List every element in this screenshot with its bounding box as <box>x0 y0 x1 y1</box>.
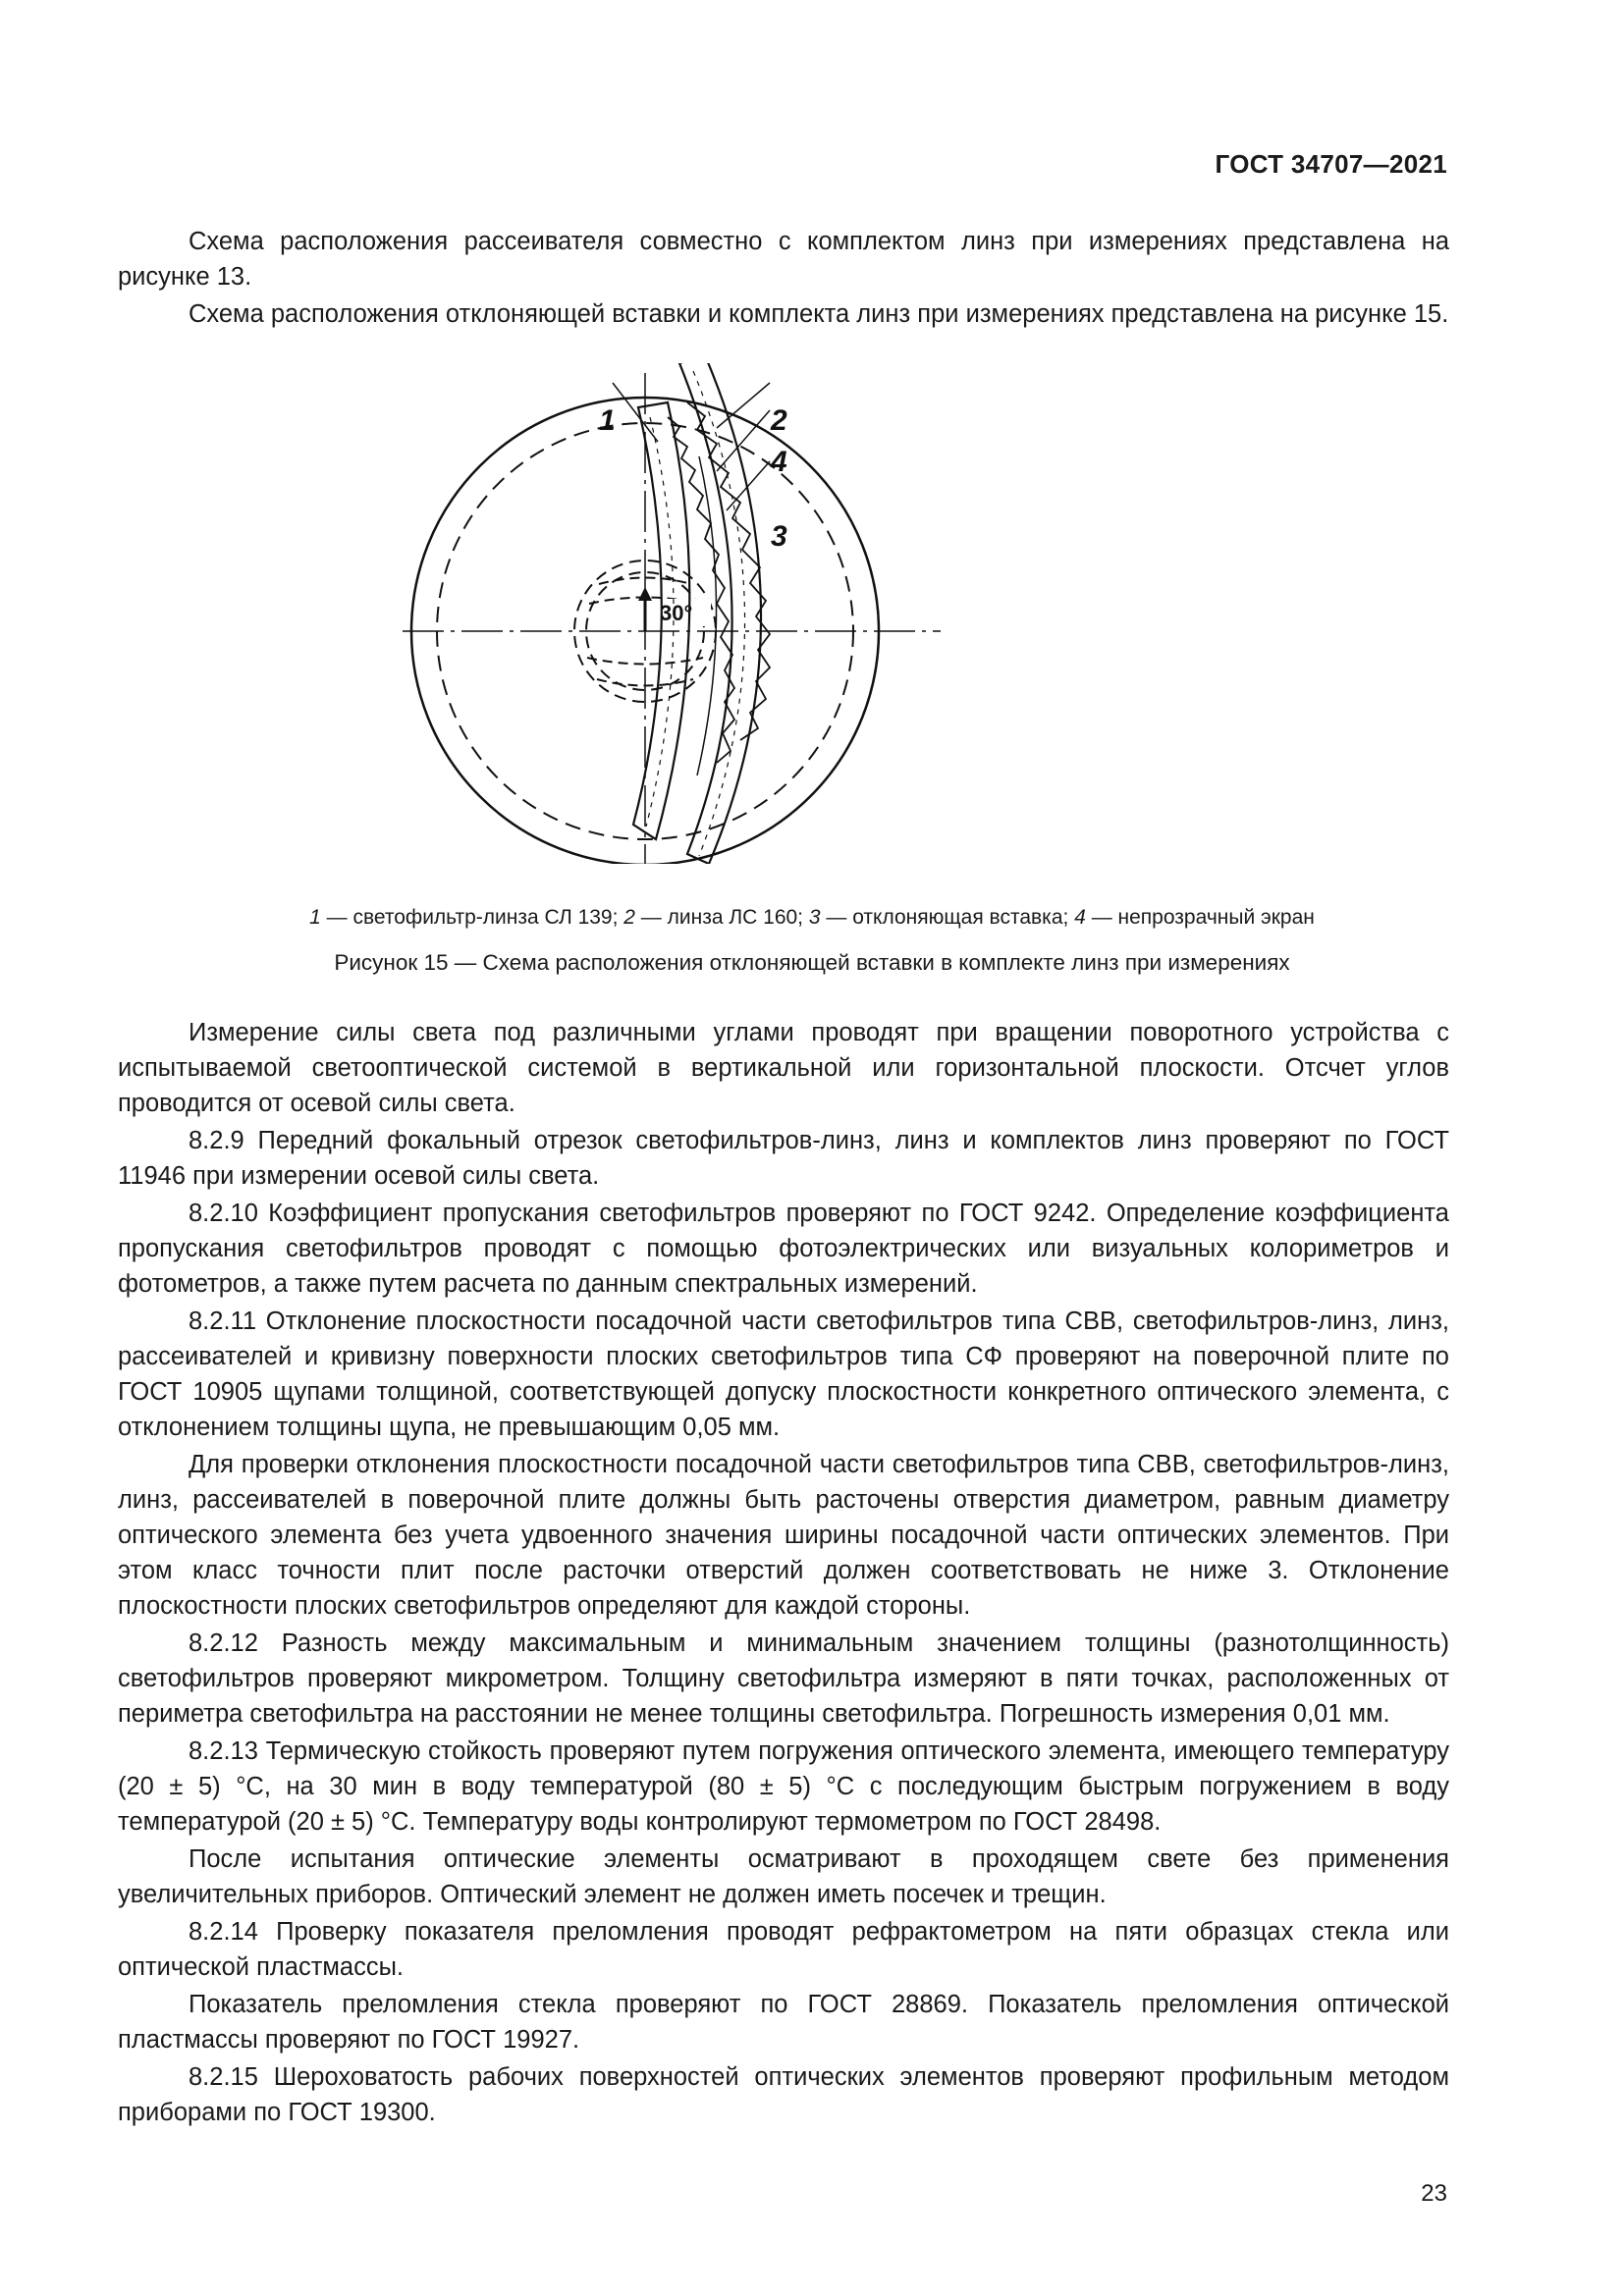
legend-text: — линза ЛС 160; <box>634 906 809 929</box>
callout-3: 3 <box>771 520 787 553</box>
paragraph: 8.2.9 Передний фокальный отрезок светофильтров-линз, линз и комплектов линз проверяют по ГОСТ 11946 при измерении осевой силы света. <box>118 1127 1449 1190</box>
callout-2: 2 <box>771 404 787 437</box>
paragraph: 8.2.11 Отклонение плоскостности посадочной части светофильтров типа СВВ, светофильтров-линз, линз, рассеивателей и кривизну поверхности плоских светофильтров типа СФ проверяют на поверочной плите по ГОСТ 10905 щупами толщиной, соответствующей допуску плоскостности конкретного оптического элемента, с отклонением толщины щупа, не превышающим 0,05 мм. <box>118 1308 1449 1441</box>
legend-num: 2 <box>623 906 635 929</box>
paragraph: 8.2.10 Коэффициент пропускания светофильтров проверяют по ГОСТ 9242. Определение коэффициента пропускания светофильтров проводят с помощью фотоэлектрических или визуальных колориметров и фотометров, а также путем расчета по данным спектральных измерений. <box>118 1200 1449 1298</box>
legend-num: 1 <box>309 906 321 929</box>
callout-4: 4 <box>771 446 787 478</box>
paragraph: После испытания оптические элементы осматривают в проходящем свете без применения увеличительных приборов. Оптический элемент не должен иметь посечек и трещин. <box>118 1845 1449 1908</box>
paragraph: Схема расположения отклоняющей вставки и комплекта линз при измерениях представлена на рисунке 15. <box>189 300 1449 328</box>
legend-text: — отклоняющая вставка; <box>820 906 1075 929</box>
angle-label: 30° <box>660 601 693 625</box>
figure-legend <box>0 906 1624 930</box>
lens-assembly-diagram <box>393 363 1178 864</box>
figure-caption: Рисунок 15 — Схема расположения отклоняющей вставки в комплекте линз при измерениях <box>334 950 1290 975</box>
paragraph: 8.2.12 Разность между максимальным и минимальным значением толщины (разнотолщинность) светофильтров проверяют микрометром. Толщину светофильтра измеряют в пяти точках, расположенных от периметра светофильтра на расстоянии не менее толщины светофильтра. Погрешность измерения 0,01 мм. <box>118 1629 1449 1728</box>
paragraph: 8.2.14 Проверку показателя преломления проводят рефрактометром на пяти образцах стекла или оптической пластмассы. <box>118 1918 1449 1981</box>
callout-1: 1 <box>599 404 616 437</box>
paragraph: Схема расположения рассеивателя совместно с комплектом линз при измерениях представлена на рисунке 13. <box>118 228 1449 291</box>
paragraph: 8.2.15 Шероховатость рабочих поверхностей оптических элементов проверяют профильным методом приборами по ГОСТ 19300. <box>118 2063 1449 2126</box>
legend-num: 4 <box>1074 906 1086 929</box>
paragraph: Измерение силы света под различными углами проводят при вращении поворотного устройства с испытываемой светооптической системой в вертикальной или горизонтальной плоскости. Отсчет углов проводится от осевой силы света. <box>118 1019 1449 1117</box>
intro-text <box>118 224 1449 332</box>
leader-1 <box>613 383 658 442</box>
legend-text: — светофильтр-линза СЛ 139; <box>320 906 624 929</box>
legend-num: 3 <box>808 906 821 929</box>
paragraph: Для проверки отклонения плоскостности посадочной части светофильтров типа СВВ, светофильтров-линз, линз, рассеивателей в поверочной плите должны быть расточены отверстия диаметром, равным диаметру оптического элемента без учета удвоенного значения ширины посадочной части оптических элементов. При этом класс точности плит после расточки отверстий должен соответствовать не ниже 3. Отклонение плоскостности плоских светофильтров определяют для каждой стороны. <box>118 1451 1449 1620</box>
paragraph: Показатель преломления стекла проверяют по ГОСТ 28869. Показатель преломления оптической пластмассы проверяют по ГОСТ 19927. <box>118 1991 1449 2054</box>
arrow-head <box>638 587 652 601</box>
figure-15-drawing <box>393 363 1178 864</box>
body-text <box>118 1015 1449 2130</box>
legend-text: — непрозрачный экран <box>1085 906 1315 929</box>
page-number: 23 <box>1421 2180 1447 2207</box>
document-header: ГОСТ 34707—2021 <box>1215 149 1447 179</box>
leader-3 <box>727 461 770 510</box>
paragraph: 8.2.13 Термическую стойкость проверяют путем погружения оптического элемента, имеющего температуру (20 ± 5) °С, на 30 мин в воду температурой (80 ± 5) °С с последующим быстрым погружением в воду температурой (20 ± 5) °С. Температуру воды контролируют термометром по ГОСТ 28498. <box>118 1737 1449 1836</box>
